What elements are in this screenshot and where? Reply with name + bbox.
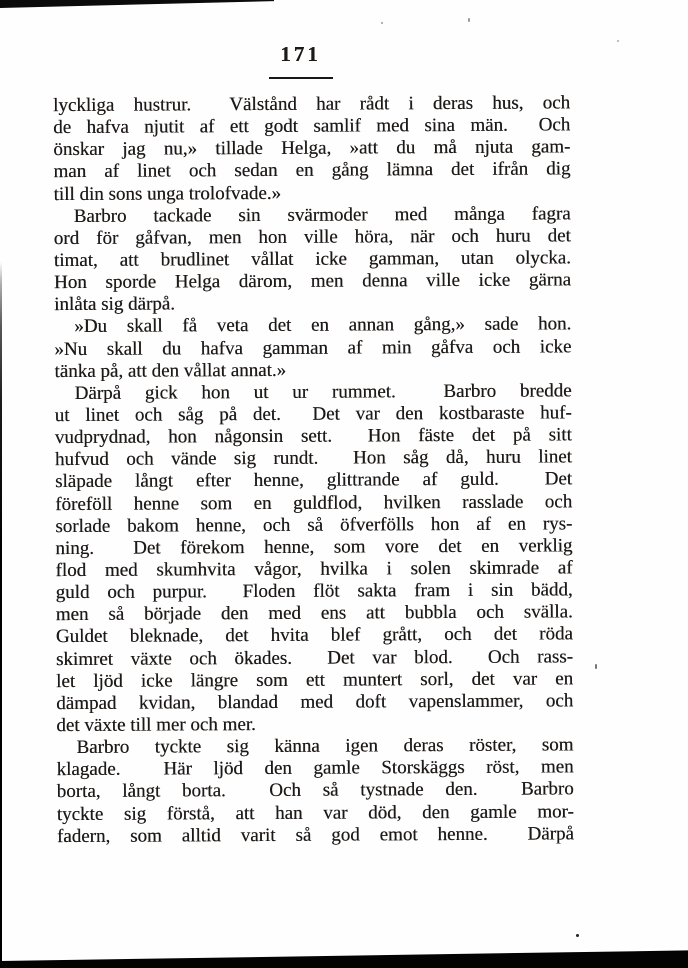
- text-line: ning. Det förekom henne, som vore det en verklig: [55, 535, 573, 559]
- text-line: släpade långt efter henne, glittrande af guld. Det: [55, 468, 573, 493]
- text-line: »Du skall få veta det en annan gång,» sade hon.: [74, 313, 572, 338]
- page-number-underline: [269, 77, 333, 79]
- scan-speck: [617, 40, 619, 42]
- text-line: de hafva njutit af ett godt samlif med sina män. Och: [53, 114, 571, 139]
- text-line: »Nu skall du hafva gamman af min gåfva och icke: [54, 335, 572, 360]
- text-line: borta, långt borta. Och så tystnade den. Barbro: [56, 778, 574, 803]
- scan-artifact-top-bar: [0, 0, 274, 8]
- text-line: men så började den med ens att bubbla och svälla.: [55, 601, 573, 626]
- scan-speck: [468, 18, 470, 22]
- text-line: vudprydnad, hon någonsin sett. Hon fäste det på sitt: [54, 424, 572, 449]
- text-line: Guldet bleknade, det hvita blef grått, och det röda: [55, 623, 573, 648]
- text-line: klagade. Här ljöd den gamle Storskäggs röst, men: [56, 756, 574, 781]
- text-line: inlåta sig därpå.: [54, 293, 176, 316]
- text-line: Barbro tyckte sig känna igen deras röster, som: [76, 734, 574, 759]
- text-line: sorlade bakom henne, och så öfverfölls hon af en rys-: [55, 513, 573, 537]
- text-line: timat, att brudlinet vållat icke gamman, utan olycka.: [53, 247, 571, 272]
- text-line: dämpad kvidan, blandad med doft vapenslammer, och: [56, 690, 574, 714]
- text-line: man af linet och sedan en gång lämna det ifrån dig: [53, 158, 571, 183]
- text-line: Barbro tackade sin svärmoder med många fagra: [73, 203, 571, 227]
- text-line: fadern, som alltid varit så god emot henne. Därpå: [56, 823, 574, 847]
- text-line: Därpå gick hon ut ur rummet. Barbro bredde: [74, 380, 572, 404]
- page-number: [258, 42, 343, 67]
- text-line: Hon sporde Helga därom, men denna ville icke gärna: [53, 269, 572, 294]
- text-line: önskar jag nu,» tillade Helga, »att du må njuta gam-: [53, 136, 571, 161]
- text-line: guld och purpur. Floden flöt sakta fram i sin bädd,: [55, 579, 573, 604]
- text-line: det växte till mer och mer.: [56, 713, 256, 737]
- text-line: flod med skumhvita vågor, hvilka i solen skimrade af: [55, 557, 573, 582]
- text-line: skimret växte och ökades. Det var blod. Och rass-: [55, 645, 574, 670]
- text-line: föreföll henne som en guldflod, hvilken rasslade och: [55, 490, 573, 515]
- scan-artifact-left-edge: [0, 262, 2, 968]
- text-line: till din sons unga trolofvade.»: [53, 182, 282, 205]
- scan-speck: [576, 934, 579, 937]
- text-line: tyckte sig förstå, att han var död, den gamle mor-: [56, 800, 574, 825]
- text-line: tänka på, att den vållat annat.»: [54, 359, 287, 382]
- scan-artifact-bottom-bar: [0, 948, 688, 968]
- text-line: ut linet och såg på det. Det var den kostbaraste huf-: [54, 402, 572, 427]
- text-line: lyckliga hustrur. Välstånd har rådt i deras hus, och: [53, 92, 571, 117]
- text-line: ord för gåfvan, men hon ville höra, när och huru det: [53, 225, 571, 249]
- text-line: hufvud och vände sig rundt. Hon såg då, huru linet: [54, 446, 572, 471]
- scan-speck: [381, 22, 383, 24]
- page-number-text: 171: [280, 42, 321, 66]
- scan-speck: [595, 664, 597, 669]
- body-text: [53, 92, 574, 847]
- text-line: let ljöd icke längre som ett muntert sorl, det var en: [56, 668, 574, 692]
